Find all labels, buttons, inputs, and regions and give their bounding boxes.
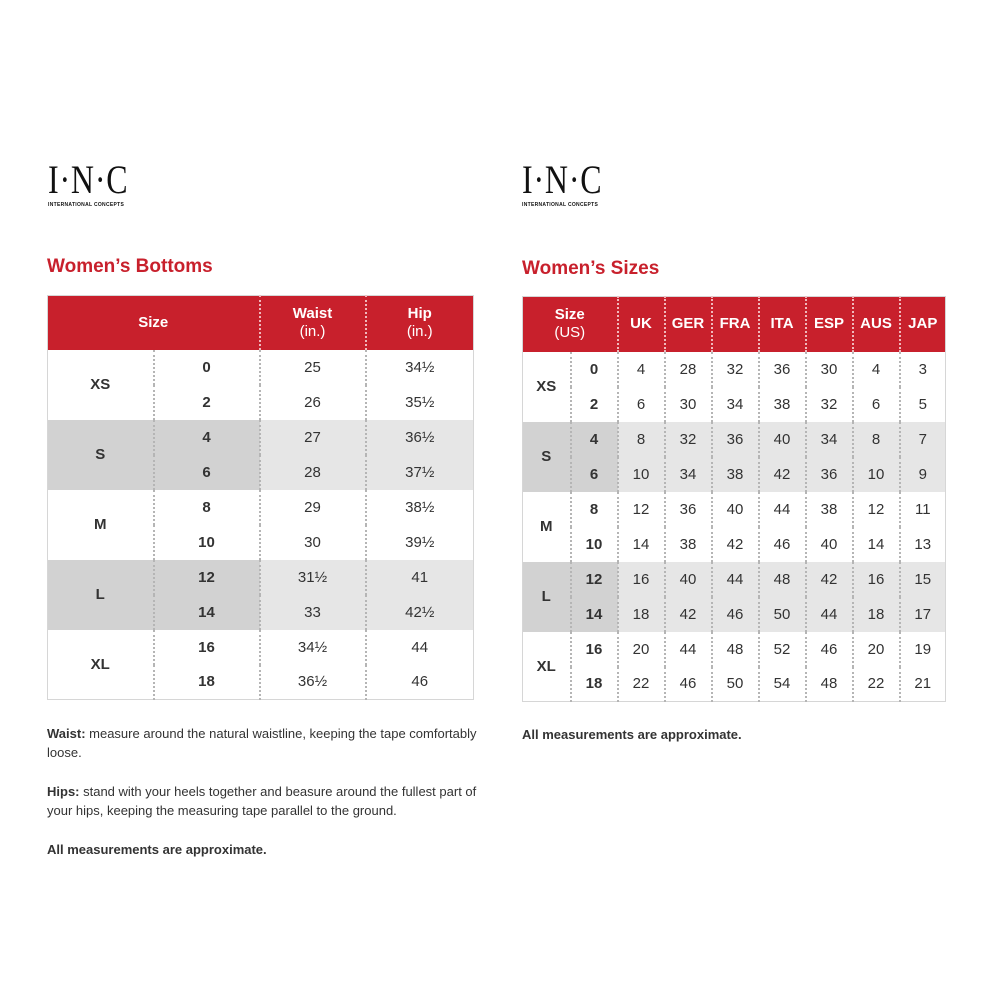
size-ita: 46 (759, 527, 806, 562)
size-group-label: XS (48, 350, 154, 420)
numeric-size: 8 (154, 490, 260, 525)
size-aus: 4 (853, 352, 900, 387)
size-jap: 17 (900, 597, 946, 632)
size-uk: 8 (618, 422, 665, 457)
size-jap: 7 (900, 422, 946, 457)
hip-value: 46 (366, 665, 474, 700)
hip-value: 35½ (366, 385, 474, 420)
size-jap: 13 (900, 527, 946, 562)
size-esp: 42 (806, 562, 853, 597)
header-ger: GER (665, 297, 712, 352)
size-aus: 18 (853, 597, 900, 632)
table-row (48, 490, 474, 525)
table-row (523, 597, 946, 632)
size-fra: 42 (712, 527, 759, 562)
size-ita: 44 (759, 492, 806, 527)
hip-value: 39½ (366, 525, 474, 560)
size-aus: 14 (853, 527, 900, 562)
size-ger: 40 (665, 562, 712, 597)
us-size: 12 (571, 562, 618, 597)
size-aus: 20 (853, 632, 900, 667)
table-row (523, 527, 946, 562)
waist-value: 29 (260, 490, 366, 525)
size-esp: 36 (806, 457, 853, 492)
size-esp: 44 (806, 597, 853, 632)
hips-note: Hips: stand with your heels together and beasure around the fullest part of your hips, keeping the measuring tape parallel to the ground. (47, 784, 477, 818)
table-row (523, 457, 946, 492)
size-ger: 28 (665, 352, 712, 387)
size-aus: 10 (853, 457, 900, 492)
waist-value: 25 (260, 350, 366, 385)
size-aus: 8 (853, 422, 900, 457)
size-jap: 19 (900, 632, 946, 667)
size-group-label: XL (523, 632, 571, 702)
size-uk: 4 (618, 352, 665, 387)
size-uk: 16 (618, 562, 665, 597)
waist-value: 28 (260, 455, 366, 490)
us-size: 6 (571, 457, 618, 492)
size-esp: 40 (806, 527, 853, 562)
size-group-label: S (48, 420, 154, 490)
hip-value: 42½ (366, 595, 474, 630)
size-aus: 12 (853, 492, 900, 527)
header-size: Size (48, 296, 260, 350)
size-jap: 5 (900, 387, 946, 422)
size-ita: 50 (759, 597, 806, 632)
table-row (48, 560, 474, 595)
header-hip: Hip (in.) (366, 296, 474, 350)
size-ger: 44 (665, 632, 712, 667)
us-size: 18 (571, 667, 618, 702)
size-aus: 22 (853, 667, 900, 702)
us-size: 14 (571, 597, 618, 632)
numeric-size: 18 (154, 665, 260, 700)
size-fra: 40 (712, 492, 759, 527)
logo-mark: I·N·C (48, 157, 129, 202)
size-fra: 36 (712, 422, 759, 457)
header-aus: AUS (853, 297, 900, 352)
size-ger: 30 (665, 387, 712, 422)
logo-subtitle: INTERNATIONAL CONCEPTS (522, 202, 599, 208)
size-esp: 38 (806, 492, 853, 527)
size-ita: 40 (759, 422, 806, 457)
table-row (48, 420, 474, 455)
waist-value: 31½ (260, 560, 366, 595)
table-row (523, 562, 946, 597)
header-uk: UK (618, 297, 665, 352)
size-uk: 6 (618, 387, 665, 422)
size-ita: 52 (759, 632, 806, 667)
inc-logo-right (522, 157, 642, 208)
approx-note-left: All measurements are approximate. (47, 842, 267, 857)
header-ita: ITA (759, 297, 806, 352)
numeric-size: 4 (154, 420, 260, 455)
size-ger: 38 (665, 527, 712, 562)
size-fra: 48 (712, 632, 759, 667)
waist-value: 30 (260, 525, 366, 560)
size-fra: 50 (712, 667, 759, 702)
table-row (48, 350, 474, 385)
size-ger: 42 (665, 597, 712, 632)
numeric-size: 0 (154, 350, 260, 385)
size-jap: 11 (900, 492, 946, 527)
hip-value: 44 (366, 630, 474, 665)
numeric-size: 14 (154, 595, 260, 630)
table-row (523, 632, 946, 667)
size-esp: 32 (806, 387, 853, 422)
size-esp: 48 (806, 667, 853, 702)
numeric-size: 12 (154, 560, 260, 595)
size-ita: 36 (759, 352, 806, 387)
hip-value: 37½ (366, 455, 474, 490)
size-group-label: M (523, 492, 571, 562)
size-group-label: L (523, 562, 571, 632)
size-ita: 48 (759, 562, 806, 597)
size-jap: 21 (900, 667, 946, 702)
waist-value: 26 (260, 385, 366, 420)
size-uk: 18 (618, 597, 665, 632)
table-row (48, 630, 474, 665)
numeric-size: 16 (154, 630, 260, 665)
size-fra: 32 (712, 352, 759, 387)
size-group-label: S (523, 422, 571, 492)
size-uk: 10 (618, 457, 665, 492)
size-ita: 38 (759, 387, 806, 422)
sizes-heading: Women’s Sizes (522, 258, 660, 279)
waist-value: 33 (260, 595, 366, 630)
waist-note: Waist: measure around the natural waistline, keeping the tape comfortably loose. (47, 726, 477, 760)
waist-value: 36½ (260, 665, 366, 700)
approx-note-right: All measurements are approximate. (522, 727, 742, 742)
size-group-label: L (48, 560, 154, 630)
us-size: 8 (571, 492, 618, 527)
size-uk: 20 (618, 632, 665, 667)
header-size-us: Size (US) (523, 297, 618, 352)
header-fra: FRA (712, 297, 759, 352)
table-row (523, 352, 946, 387)
size-fra: 44 (712, 562, 759, 597)
logo-subtitle: INTERNATIONAL CONCEPTS (48, 202, 125, 208)
us-size: 4 (571, 422, 618, 457)
bottoms-size-table (47, 295, 474, 700)
international-size-table (522, 296, 946, 702)
size-uk: 12 (618, 492, 665, 527)
size-fra: 34 (712, 387, 759, 422)
table-row (523, 422, 946, 457)
size-jap: 3 (900, 352, 946, 387)
size-uk: 14 (618, 527, 665, 562)
size-esp: 30 (806, 352, 853, 387)
hip-value: 38½ (366, 490, 474, 525)
size-group-label: XS (523, 352, 571, 422)
header-jap: JAP (900, 297, 946, 352)
measurement-notes (47, 724, 477, 879)
size-ita: 42 (759, 457, 806, 492)
us-size: 10 (571, 527, 618, 562)
us-size: 0 (571, 352, 618, 387)
hip-value: 41 (366, 560, 474, 595)
size-uk: 22 (618, 667, 665, 702)
size-ger: 32 (665, 422, 712, 457)
numeric-size: 2 (154, 385, 260, 420)
size-esp: 46 (806, 632, 853, 667)
size-fra: 38 (712, 457, 759, 492)
waist-value: 34½ (260, 630, 366, 665)
table-row (523, 667, 946, 702)
header-esp: ESP (806, 297, 853, 352)
numeric-size: 10 (154, 525, 260, 560)
size-group-label: XL (48, 630, 154, 700)
size-ita: 54 (759, 667, 806, 702)
hip-value: 36½ (366, 420, 474, 455)
size-ger: 34 (665, 457, 712, 492)
size-jap: 9 (900, 457, 946, 492)
bottoms-heading: Women’s Bottoms (47, 256, 213, 277)
us-size: 2 (571, 387, 618, 422)
size-aus: 16 (853, 562, 900, 597)
us-size: 16 (571, 632, 618, 667)
size-fra: 46 (712, 597, 759, 632)
hip-value: 34½ (366, 350, 474, 385)
numeric-size: 6 (154, 455, 260, 490)
size-group-label: M (48, 490, 154, 560)
table-row (523, 492, 946, 527)
header-waist: Waist (in.) (260, 296, 366, 350)
size-jap: 15 (900, 562, 946, 597)
logo-mark: I·N·C (522, 157, 603, 202)
inc-logo (48, 157, 168, 208)
size-ger: 46 (665, 667, 712, 702)
size-ger: 36 (665, 492, 712, 527)
waist-value: 27 (260, 420, 366, 455)
size-esp: 34 (806, 422, 853, 457)
table-row (523, 387, 946, 422)
size-aus: 6 (853, 387, 900, 422)
